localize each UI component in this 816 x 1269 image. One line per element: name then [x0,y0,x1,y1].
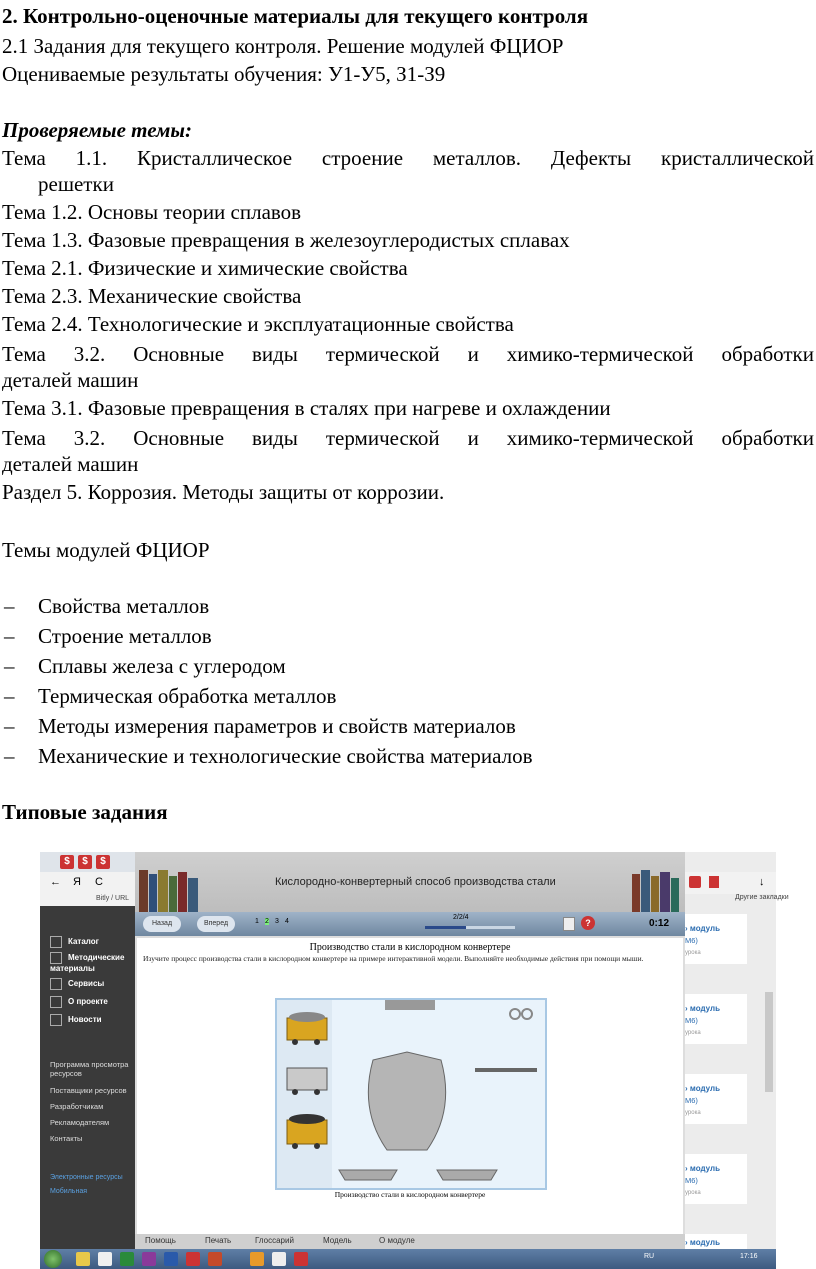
footer-link[interactable]: Контакты [50,1134,83,1143]
tab-icon: $ [96,855,110,869]
progress-bar [425,926,515,929]
topic-line: Тема 1.1. Кристаллическое строение металлов. Дефекты кристаллической [2,146,814,170]
step-1[interactable]: 1 [255,918,259,925]
gear-icon [50,978,62,990]
footer-link[interactable]: Программа просмотра ресурсов [50,1060,129,1078]
books-decoration [135,870,205,912]
progress-fill [425,926,466,929]
list-item: Строение металлов [38,624,212,648]
topic-line: Тема 3.2. Основные виды термической и химико-термической обработки [2,342,814,366]
address-bar [40,872,135,894]
bullet: – [4,594,15,618]
topic-line-cont: деталей машин [2,368,139,392]
nav-item-materials[interactable]: Методические материалы [50,953,125,973]
model-caption: Производство стали в кислородном конвертере [334,1190,486,1199]
module-content [137,938,683,1234]
books-decoration [630,870,685,912]
external-link[interactable]: Мобильная [50,1188,88,1195]
bullet: – [4,744,15,768]
nav-item-catalog[interactable]: Каталог [50,936,99,948]
card-link[interactable]: › модуль [685,1164,720,1173]
module-window [135,852,685,1249]
module-card[interactable] [685,1154,747,1204]
powerpoint-icon[interactable] [208,1252,222,1266]
progress-text: 2/2/4 [453,914,469,921]
card-sub: М6) [685,936,698,945]
nav-item-services[interactable]: Сервисы [50,978,104,990]
card-small: урока [685,950,701,956]
language-indicator[interactable]: RU [644,1253,655,1260]
topic-line: Тема 2.3. Механические свойства [2,284,302,308]
print-icon[interactable] [563,917,575,931]
section-heading: 2. Контрольно-оценочные материалы для текущего контроля [2,4,589,28]
footer-link[interactable]: Поставщики ресурсов [50,1086,127,1095]
explorer-icon[interactable] [76,1252,90,1266]
extension-icon[interactable] [689,876,701,888]
yandex-browser-icon[interactable] [98,1252,112,1266]
bullet: – [4,714,15,738]
materials-icon [50,952,62,964]
list-item: Свойства металлов [38,594,210,618]
topic-line: Тема 1.3. Фазовые превращения в железоуглеродистых сплавах [2,228,570,252]
topic-line: Тема 3.1. Фазовые превращения в сталях при нагреве и охлаждении [2,396,611,420]
typical-tasks-title: Типовые задания [2,800,168,824]
list-item: Сплавы железа с углеродом [38,654,286,678]
topic-line: Тема 2.4. Технологические и эксплуатационные свойства [2,312,514,336]
card-link[interactable]: › модуль [685,1004,720,1013]
bookshelf-header [135,852,685,912]
list-item: Методы измерения параметров и свойств материалов [38,714,516,738]
catalog-icon [50,936,62,948]
card-sub: М6) [685,1176,698,1185]
reload-icon[interactable]: C [95,876,103,888]
bullet: – [4,624,15,648]
content-title: Производство стали в кислородном конвертере [309,942,511,953]
topic-line: Тема 2.1. Физические и химические свойства [2,256,408,280]
back-button[interactable]: Назад [143,916,181,932]
card-link[interactable]: › модуль [685,924,720,933]
site-sidebar [40,906,135,1249]
nav-item-about[interactable]: О проекте [50,996,108,1008]
card-sub: М6) [685,1096,698,1105]
module-card[interactable] [685,914,747,964]
modules-title: Темы модулей ФЦИОР [2,538,210,562]
start-button[interactable] [44,1250,62,1268]
topic-line: Раздел 5. Коррозия. Методы защиты от коррозии. [2,480,445,504]
bullet: – [4,654,15,678]
tab-icon: $ [60,855,74,869]
right-pane [685,852,789,1249]
topic-line: Тема 3.2. Основные виды термической и химико-термической обработки [2,426,814,450]
card-link[interactable]: › модуль [685,1238,720,1247]
download-icon[interactable]: ↓ [759,876,765,888]
footer-link[interactable]: Разработчикам [50,1102,104,1111]
menu-help[interactable]: Помощь [145,1236,176,1245]
list-item: Механические и технологические свойства материалов [38,744,533,768]
nav-item-news[interactable]: Новости [50,1014,102,1026]
menu-print[interactable]: Печать [205,1236,232,1245]
timer: 0:12 [649,918,670,929]
topics-title: Проверяемые темы: [2,118,192,142]
card-small: урока [685,1110,701,1116]
yandex-icon[interactable]: Я [73,876,81,888]
menu-glossary[interactable]: Глоссарий [255,1236,294,1245]
excel-icon[interactable] [120,1252,134,1266]
menu-about[interactable]: О модуле [379,1236,415,1245]
pdf-icon[interactable] [186,1252,200,1266]
card-small: урока [685,1190,701,1196]
card-link[interactable]: › модуль [685,1084,720,1093]
forward-button[interactable]: Вперед [197,916,235,932]
footer-link[interactable]: Рекламодателям [50,1118,110,1127]
topic-line-cont: деталей машин [2,452,139,476]
tab-icon: $ [78,855,92,869]
other-bookmarks[interactable]: Другие закладки [735,894,789,901]
list-item: Термическая обработка металлов [38,684,337,708]
bookmark-icon[interactable] [709,876,719,888]
external-link[interactable]: Электронные ресурсы [50,1174,123,1181]
onenote-icon[interactable] [142,1252,156,1266]
card-small: урока [685,1030,701,1036]
module-title: Кислородно-конвертерный способ производства стали [275,876,556,888]
help-icon[interactable]: ? [581,916,595,930]
subheading: 2.1 Задания для текущего контроля. Решение модулей ФЦИОР [2,34,564,58]
module-card[interactable] [685,1074,747,1124]
browser-extensions [685,872,776,894]
card-sub: М6) [685,1016,698,1025]
app-icon[interactable] [250,1252,264,1266]
module-card[interactable] [685,1234,747,1249]
megaphone-icon [50,1014,62,1026]
bookmarks-bar [40,894,135,906]
results-line: Оцениваемые результаты обучения: У1-У5, З1-З9 [2,62,446,86]
content-description: Изучите процесс производства стали в кислородном конвертере на примере интерактивной модели. Выполняйте необходимые действия при помощи мыши. [143,954,644,963]
app-icon[interactable] [272,1252,286,1266]
bullet: – [4,684,15,708]
converter-model[interactable] [275,998,547,1190]
converter-illustration [277,1000,545,1188]
menu-model[interactable]: Модель [323,1236,352,1245]
info-icon [50,996,62,1008]
app-icon[interactable] [294,1252,308,1266]
step-4[interactable]: 4 [285,918,289,925]
topic-line-cont: решетки [38,172,114,196]
word-icon[interactable] [164,1252,178,1266]
step-2[interactable]: 2 [265,918,269,925]
topic-line: Тема 1.2. Основы теории сплавов [2,200,302,224]
module-toolbar [135,912,685,936]
module-card[interactable] [685,994,747,1044]
step-3[interactable]: 3 [275,918,279,925]
url-text[interactable]: Bitly / URL [96,895,130,902]
scrollbar[interactable] [765,992,773,1092]
module-bottom-menu [135,1234,685,1249]
back-icon[interactable]: ← [50,876,61,888]
module-screenshot [40,852,789,1269]
clock[interactable]: 17:16 [740,1253,758,1260]
windows-taskbar [40,1249,776,1269]
